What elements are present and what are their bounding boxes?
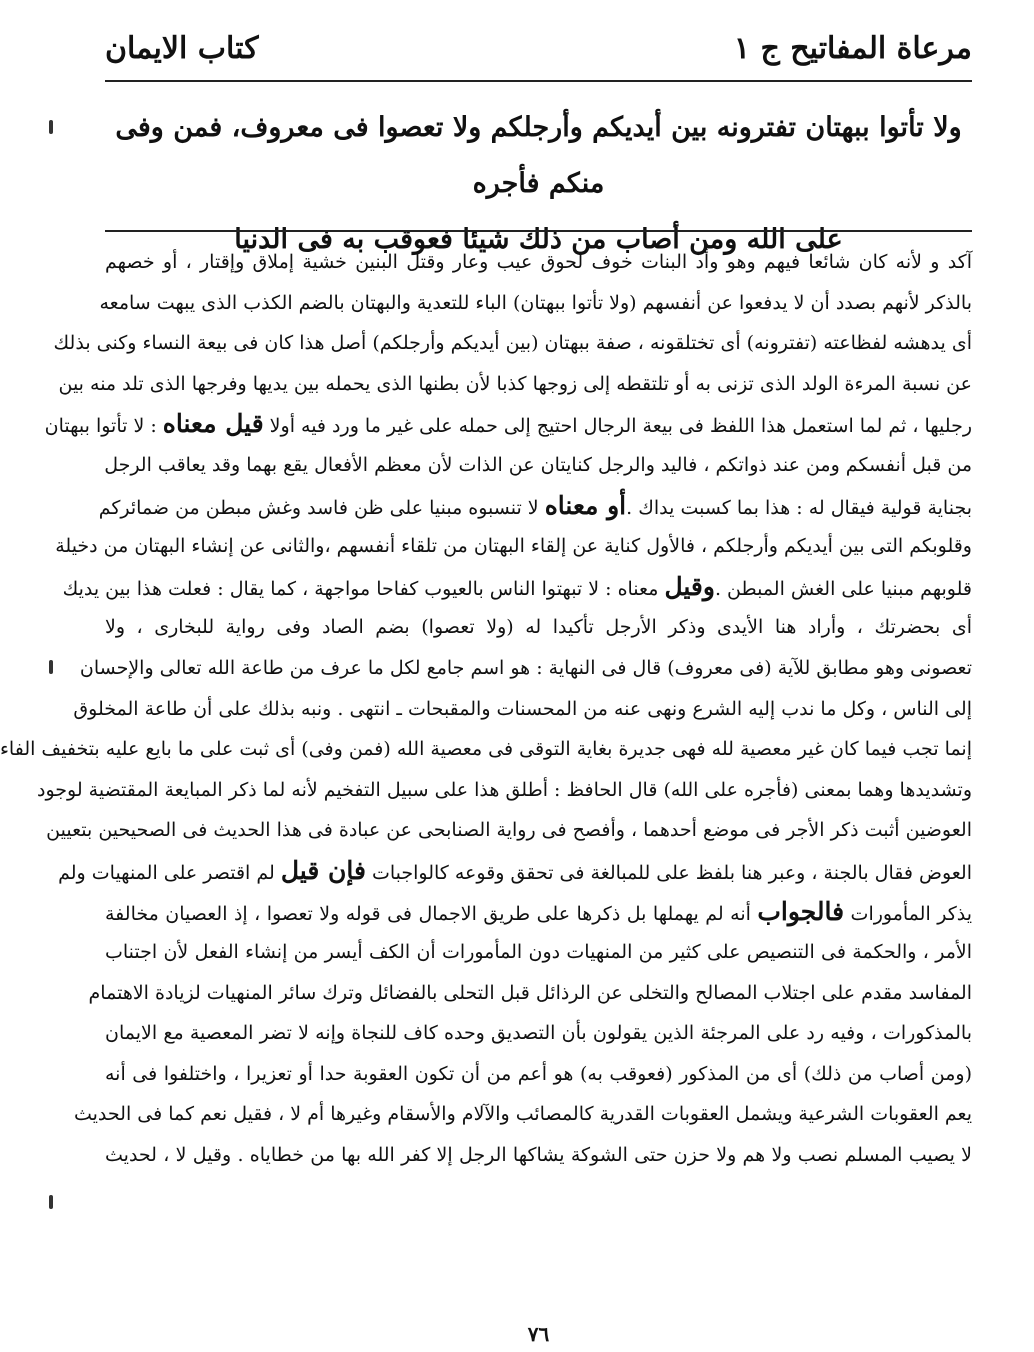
- commentary-text: لا تنسبوه مبنيا على ظن فاسد وغش مبطن من ضمائركم: [98, 496, 545, 519]
- commentary-text: بجناية قولية فيقال له : هذا بما كسبت يداك .: [626, 496, 972, 519]
- commentary-text: آكد و لأنه كان شائعا فيهم وهو وأد البنات خوف لحوق عيب وعار وقتل البنين خشية إملاق وإقتار ، أو خصهم: [105, 251, 972, 273]
- hadith-line-1: ولا تأتوا ببهتان تفترونه بين أيديكم وأرجلكم ولا تعصوا فى معروف، فمن وفى منكم فأجره: [115, 112, 962, 199]
- commentary-text: وقلوبكم التى بين أيديكم وأرجلكم ، فالأول كناية عن إلقاء البهتان من تلقاء أنفسهم ،والثانى عن إنشاء البهتان من دخيلة: [55, 535, 972, 558]
- commentary-line: [62, 567, 972, 608]
- commentary-text: بالذكر لأنهم بصدد أن لا يدفعوا عن أنفسهم (ولا تأتوا ببهتان) الباء للتعدية والبهتان بالضم الكذب الذى يبهت سامعه: [99, 291, 972, 314]
- commentary-text: الأمر ، والحكمة فى التنصيص على كثير من المنهيات دون المأمورات أن الكف أيسر من إنشاء الفعل لأن اجتناب: [105, 941, 972, 964]
- commentary-text: يعم العقوبات الشرعية ويشمل العقوبات القدرية كالمصائب والآلام والأسقام وغيرها أم لا ، فقيل نعم كما فى الحديث: [73, 1103, 972, 1126]
- header-volume-title: مرعاة المفاتيح ج ١: [733, 30, 972, 66]
- commentary-text: لم اقتصر على المنهيات ولم: [58, 861, 281, 884]
- commentary-text: إنما تجب فيما كان غير معصية لله فهى جديرة بغاية التوقى فى معصية الله (فمن وفى) أى ثبت على ما بايع عليه بتخفيف الفاء: [0, 738, 972, 761]
- commentary-text: عن نسبة المرءة الولد الذى تزنى به أو تلتقطه إلى زوجها كذبا لأن بطنها الذى يحمله بين يديها وفرجها الذى تلد منه بين: [58, 372, 972, 395]
- commentary-line: [58, 851, 972, 892]
- margin-mark: [49, 660, 53, 674]
- commentary-line: [79, 648, 972, 689]
- commentary-text: رجليها ، ثم لما استعمل هذا اللفظ فى بيعة الرجال احتيج إلى حمله على غير ما ورد فيه أولا: [263, 415, 972, 438]
- commentary-text: أنه لم يهملها بل ذكرها على طريق الاجمال فى قوله ولا تعصوا ، إذ العصيان مخالفة: [105, 902, 758, 925]
- commentary-line: [105, 1135, 972, 1176]
- commentary-text: (ومن أصاب من ذلك) أى من المذكور (فعوقب به) هو أعم من أن تكون العقوبة حدا أو تعزيرا ، واختلفوا فى أنه: [105, 1062, 972, 1085]
- commentary-text: من قبل أنفسكم ومن عند ذواتكم ، فاليد والرجل كنايتان عن الذات لأن معظم الأفعال يقع بهما وقد يعاقب الرجل: [104, 453, 972, 476]
- commentary-line: [55, 526, 972, 567]
- commentary-text: يذكر المأمورات: [844, 902, 972, 925]
- commentary-line: [58, 364, 972, 405]
- running-header: [105, 22, 972, 74]
- header-chapter-title: كتاب الايمان: [105, 30, 259, 66]
- commentary-line: [44, 404, 972, 445]
- commentary-line: [46, 810, 972, 851]
- commentary-text: معناه : لا تبهتوا الناس بالعيوب كفاحا مواجهة ، كما يقال : فعلت هذا بين يديك: [62, 577, 665, 600]
- commentary-line: [105, 1013, 972, 1054]
- keyword: أو معناه: [544, 490, 627, 520]
- commentary-line: [73, 1094, 972, 1135]
- keyword: فالجواب: [757, 896, 845, 926]
- commentary-text: قلوبهم مبنيا على الغش المبطن .: [714, 577, 972, 600]
- page-number: ٧٦: [527, 1322, 550, 1346]
- keyword: قيل معناه: [162, 409, 264, 439]
- commentary-text: إلى الناس ، وكل ما ندب إليه الشرع ونهى عنه من المحسنات والمقبحات ـ انتهى . ونبه بذلك على أن طاعة المخلوق: [73, 697, 972, 720]
- hadith-line-2: على الله ومن أصاب من ذلك شيئا فعوقب به فى الدنيا: [234, 224, 843, 255]
- keyword: وقيل: [664, 571, 715, 601]
- commentary-text: العوض فقال بالجنة ، وعبر هنا بلفظ على للمبالغة فى تحقق وقوعه كالواجبات: [365, 861, 972, 884]
- commentary-text: أى بحضرتك ، وأراد هنا الأيدى وذكر الأرجل تأكيدا له (ولا تعصوا) بضم الصاد وفى رواية للبخارى ، ولا: [105, 616, 972, 639]
- commentary-text: العوضين أثبت ذكر الأجر فى موضع أحدهما ، وأفصح فى رواية الصنابحى عن عبادة فى هذا الحديث فى الصحيحين بتعيين: [46, 819, 972, 842]
- commentary-text: أى يدهشه لفظاعته (تفترونه) أى تختلقونه ، صفة ببهتان (بين أيديكم وأرجلكم) أصل هذا كان فى بيعة النساء وكنى بذلك: [53, 332, 972, 355]
- commentary-line: [105, 607, 972, 648]
- commentary-text: المفاسد مقدم على اجتلاب المصالح والتخلى عن الرذائل قبل التحلى بالفضائل وترك سائر المنهيات لزيادة الاهتمام: [88, 981, 972, 1004]
- commentary-line: [73, 689, 972, 730]
- commentary-text: تعصونى وهو مطابق للآية (فى معروف) قال فى النهاية : هو اسم جامع لكل ما عرف من طاعة الله تعالى والإحسان: [79, 656, 972, 679]
- commentary-line: [105, 892, 972, 933]
- keyword: فإن قيل: [280, 855, 366, 885]
- commentary-line: [105, 932, 972, 973]
- margin-mark: [49, 1195, 53, 1209]
- margin-mark: [49, 120, 53, 134]
- commentary-line: [105, 445, 972, 486]
- commentary-line: [99, 283, 972, 324]
- commentary-body: [0, 242, 972, 1176]
- commentary-line: [37, 770, 972, 811]
- commentary-line: [88, 973, 972, 1014]
- header-rule: [105, 80, 972, 82]
- commentary-line: [98, 486, 972, 527]
- separator-rule: [105, 230, 972, 232]
- commentary-line: [0, 729, 972, 770]
- commentary-text: بالمذكورات ، وفيه رد على المرجئة الذين يقولون بأن التصديق وحده كاف للنجاة وإنه لا تضر المعصية مع الايمان: [105, 1022, 972, 1045]
- commentary-text: وتشديدها وهما بمعنى (فأجره على الله) قال الحافظ : أطلق هذا على سبيل التفخيم لأنه لما ذكر المبايعة المقتضية لوجود: [37, 778, 972, 801]
- commentary-text: لا يصيب المسلم نصب ولا هم ولا حزن حتى الشوكة يشاكها الرجل إلا كفر الله بها من خطاياه . وقيل لا ، لحديث: [105, 1144, 972, 1167]
- commentary-line: [53, 323, 972, 364]
- commentary-text: : لا تأتوا ببهتان: [44, 415, 163, 438]
- commentary-line: [105, 1054, 972, 1095]
- commentary-line: [105, 242, 972, 283]
